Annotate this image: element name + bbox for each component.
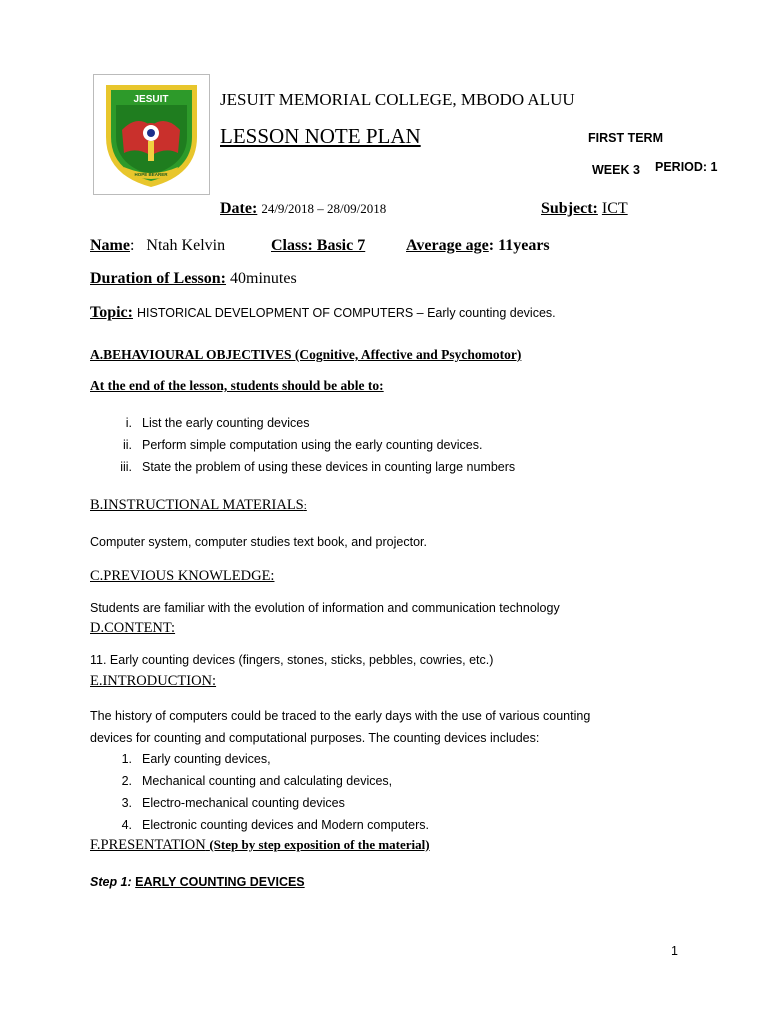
content-text: 11. Early counting devices (fingers, stones, sticks, pebbles, cowries, etc.): [90, 653, 494, 667]
date-value: 24/9/2018 – 28/09/2018: [261, 201, 387, 216]
page-number: 1: [671, 944, 678, 958]
subject-row: [541, 200, 628, 218]
list-item: 3. Electro-mechanical counting devices: [121, 796, 345, 810]
age-label: Average age: [406, 237, 489, 254]
step-text: EARLY COUNTING DEVICES: [135, 875, 305, 889]
duration-row: [90, 270, 297, 288]
list-item: 1. Early counting devices,: [121, 752, 271, 766]
duration-label: Duration of Lesson:: [90, 270, 227, 287]
topic-row: [90, 304, 556, 322]
previous-heading: C.PREVIOUS KNOWLEDGE:: [90, 568, 275, 584]
class-label: Class: Basic 7: [271, 237, 366, 254]
name-value: : Ntah Kelvin: [129, 237, 226, 254]
date-label: Date:: [220, 200, 258, 217]
presentation-heading: F.PRESENTATION (Step by step exposition of the material): [90, 837, 430, 853]
previous-text: Students are familiar with the evolution of information and communication technology: [90, 601, 560, 615]
name-row: [90, 237, 225, 255]
period-label: PERIOD: 1: [655, 160, 718, 174]
list-item: i. List the early counting devices: [125, 416, 310, 430]
week-label: WEEK 3: [592, 163, 640, 177]
objectives-heading: A.BEHAVIOURAL OBJECTIVES (Cognitive, Affective and Psychomotor): [90, 347, 522, 362]
list-item: 4. Electronic counting devices and Modern computers.: [121, 818, 429, 832]
introduction-line-2: devices for counting and computational purposes. The counting devices includes:: [90, 731, 540, 745]
topic-label: Topic:: [90, 304, 133, 321]
content-heading: D.CONTENT:: [90, 620, 176, 636]
duration-value: 40minutes: [230, 270, 297, 287]
step-row: [90, 875, 305, 889]
school-name: JESUIT MEMORIAL COLLEGE, MBODO ALUU: [220, 90, 575, 109]
date-row: [220, 200, 386, 218]
page-title: LESSON NOTE PLAN: [220, 124, 421, 148]
logo-text-bottom: HOPE BEARER: [134, 172, 168, 177]
objectives-intro: At the end of the lesson, students should be able to:: [90, 378, 384, 393]
name-label: Name: [90, 237, 130, 254]
materials-heading: B.INSTRUCTIONAL MATERIALS:: [90, 497, 307, 513]
term-label: FIRST TERM: [588, 131, 663, 145]
introduction-line-1: The history of computers could be traced to the early days with the use of various counting: [90, 709, 591, 723]
introduction-heading: E.INTRODUCTION:: [90, 673, 217, 689]
list-item: ii. Perform simple computation using the early counting devices.: [122, 438, 483, 452]
age-row: [406, 237, 550, 255]
topic-value: HISTORICAL DEVELOPMENT OF COMPUTERS – Early counting devices.: [136, 306, 556, 320]
step-label: Step 1:: [90, 875, 132, 889]
list-item: iii. State the problem of using these devices in counting large numbers: [120, 460, 516, 474]
school-crest-icon: [94, 75, 209, 194]
age-value: : 11years: [488, 237, 550, 254]
logo-text-top: JESUIT: [133, 94, 169, 105]
subject-label: Subject:: [541, 200, 598, 217]
school-logo: [93, 74, 210, 195]
subject-value: ICT: [601, 200, 628, 217]
materials-text: Computer system, computer studies text book, and projector.: [90, 535, 427, 549]
list-item: 2. Mechanical counting and calculating devices,: [121, 774, 393, 788]
